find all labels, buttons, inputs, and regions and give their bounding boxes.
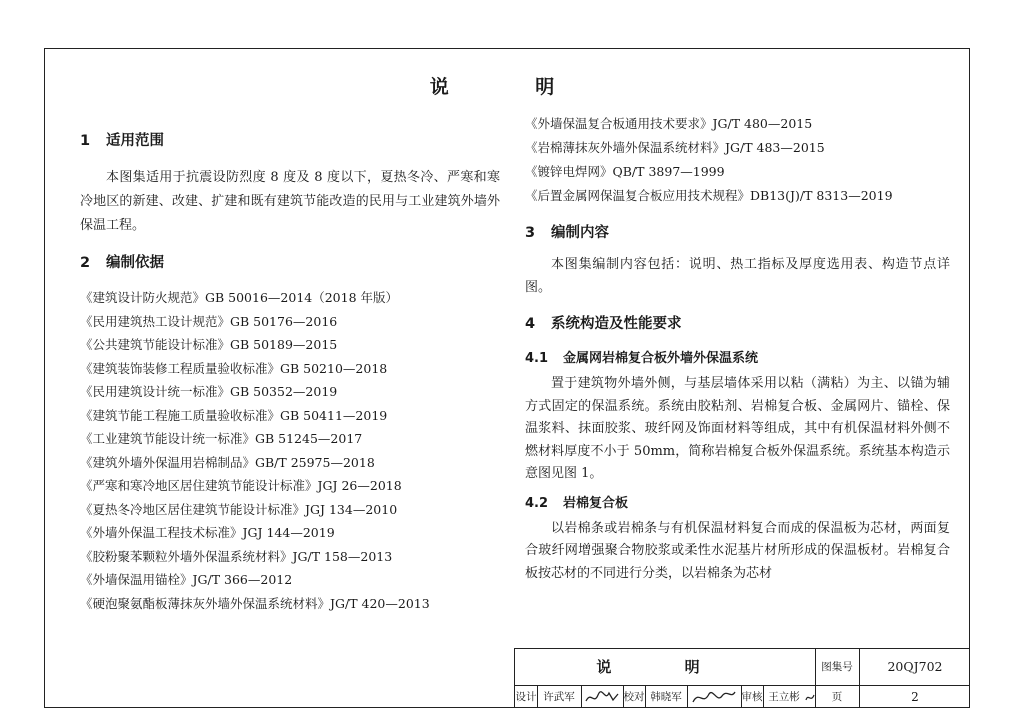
reference-item: 《民用建筑热工设计规范》GB 50176—2016	[80, 313, 338, 329]
section-4-1-heading: 4.1 金属网岩棉复合板外墙外保温系统	[525, 351, 759, 366]
reference-item: 《硬泡聚氨酯板薄抹灰外墙外保温系统材料》JG/T 420—2013	[80, 595, 430, 611]
section-4-2-paragraph: 以岩棉条或岩棉条与有机保温材料复合而成的保温板为芯材，两面复合玻纤网增强聚合物胶浆或柔性水泥基片材所形成的保温板材。岩棉复合板按芯材的不同进行分类，以岩棉条为芯材	[525, 520, 950, 581]
section-3-heading: 3 编制内容	[525, 225, 609, 241]
section-1-paragraph: 本图集适用于抗震设防烈度 8 度及 8 度以下，夏热冬冷、严寒和寒冷地区的新建、改建、扩建和既有建筑节能改造的民用与工业建筑外墙外保温工程。	[80, 170, 500, 233]
reference-item: 《严寒和寒冷地区居住建筑节能设计标准》JGJ 26—2018	[80, 478, 402, 493]
page-title: 说 明	[429, 76, 595, 98]
reference-item: 《胶粉聚苯颗粒外墙外保温系统材料》JG/T 158—2013	[80, 548, 393, 564]
reference-item: 《夏热冬冷地区居住建筑节能设计标准》JGJ 134—2010	[80, 501, 398, 517]
checked-label: 校对	[623, 691, 645, 703]
reference-item: 《外墙保温复合板通用技术要求》JG/T 480—2015	[525, 116, 813, 131]
title-block	[514, 648, 970, 708]
designer-name: 许武军	[543, 691, 575, 703]
section-4-1-paragraph: 置于建筑物外墙外侧，与基层墙体采用以粘（满粘）为主、以锚为辅方式固定的保温系统。系统由胶粘剂、岩棉复合板、金属网片、锚栓、保温浆料、抹面胶浆、玻纤网及饰面材料等组成，其中有机保温材料外侧不燃材料厚度不小于 50mm，简称岩棉复合板外保温系统。系统基本构造示意图见图 1。	[525, 376, 950, 481]
reference-item: 《外墙外保温工程技术标准》JGJ 144—2019	[80, 525, 335, 540]
reviewer-name: 王立彬	[768, 691, 800, 703]
section-2-heading: 2 编制依据	[80, 255, 164, 271]
checker-signature-icon	[689, 685, 739, 709]
sheet-title: 说 明	[596, 658, 734, 676]
reference-item: 《公共建筑节能设计标准》GB 50189—2015	[80, 337, 338, 352]
reference-item: 《建筑节能工程施工质量验收标准》GB 50411—2019	[80, 407, 388, 423]
reference-item: 《工业建筑节能设计统一标准》GB 51245—2017	[80, 431, 363, 446]
reference-item: 《镀锌电焊网》QB/T 3897—1999	[525, 164, 725, 179]
reference-item: 《后置金属网保温复合板应用技术规程》DB13(J)/T 8313—2019	[525, 188, 893, 203]
atlas-number-label: 图集号	[821, 661, 853, 673]
page-number: 2	[911, 690, 919, 704]
reference-list	[80, 286, 500, 615]
reviewed-label: 审核	[741, 691, 763, 703]
atlas-number: 20QJ702	[887, 659, 943, 674]
reference-item: 《建筑外墙外保温用岩棉制品》GB/T 25975—2018	[80, 454, 375, 470]
reference-item: 《建筑装饰装修工程质量验收标准》GB 50210—2018	[80, 360, 388, 376]
section-3-paragraph: 本图集编制内容包括：说明、热工指标及厚度选用表、构造节点详图。	[525, 257, 950, 295]
section-1-heading: 1 适用范围	[80, 133, 164, 149]
designed-label: 设计	[515, 691, 537, 703]
reference-item: 《外墙保温用锚栓》JG/T 366—2012	[80, 572, 293, 587]
right-column	[525, 112, 950, 585]
left-column	[80, 130, 500, 615]
checker-name: 韩晓军	[650, 691, 682, 703]
reference-item: 《民用建筑设计统一标准》GB 50352—2019	[80, 384, 338, 399]
reviewer-signature-icon	[805, 685, 815, 709]
reference-item: 《岩棉薄抹灰外墙外保温系统材料》JG/T 483—2015	[525, 140, 825, 155]
designer-signature-icon	[583, 685, 621, 709]
section-4-heading: 4 系统构造及性能要求	[525, 316, 682, 332]
reference-list-continued	[525, 112, 950, 208]
section-4-2-heading: 4.2 岩棉复合板	[525, 495, 629, 511]
reference-item: 《建筑设计防火规范》GB 50016—2014（2018 年版）	[80, 290, 399, 305]
page-label: 页	[831, 691, 843, 703]
